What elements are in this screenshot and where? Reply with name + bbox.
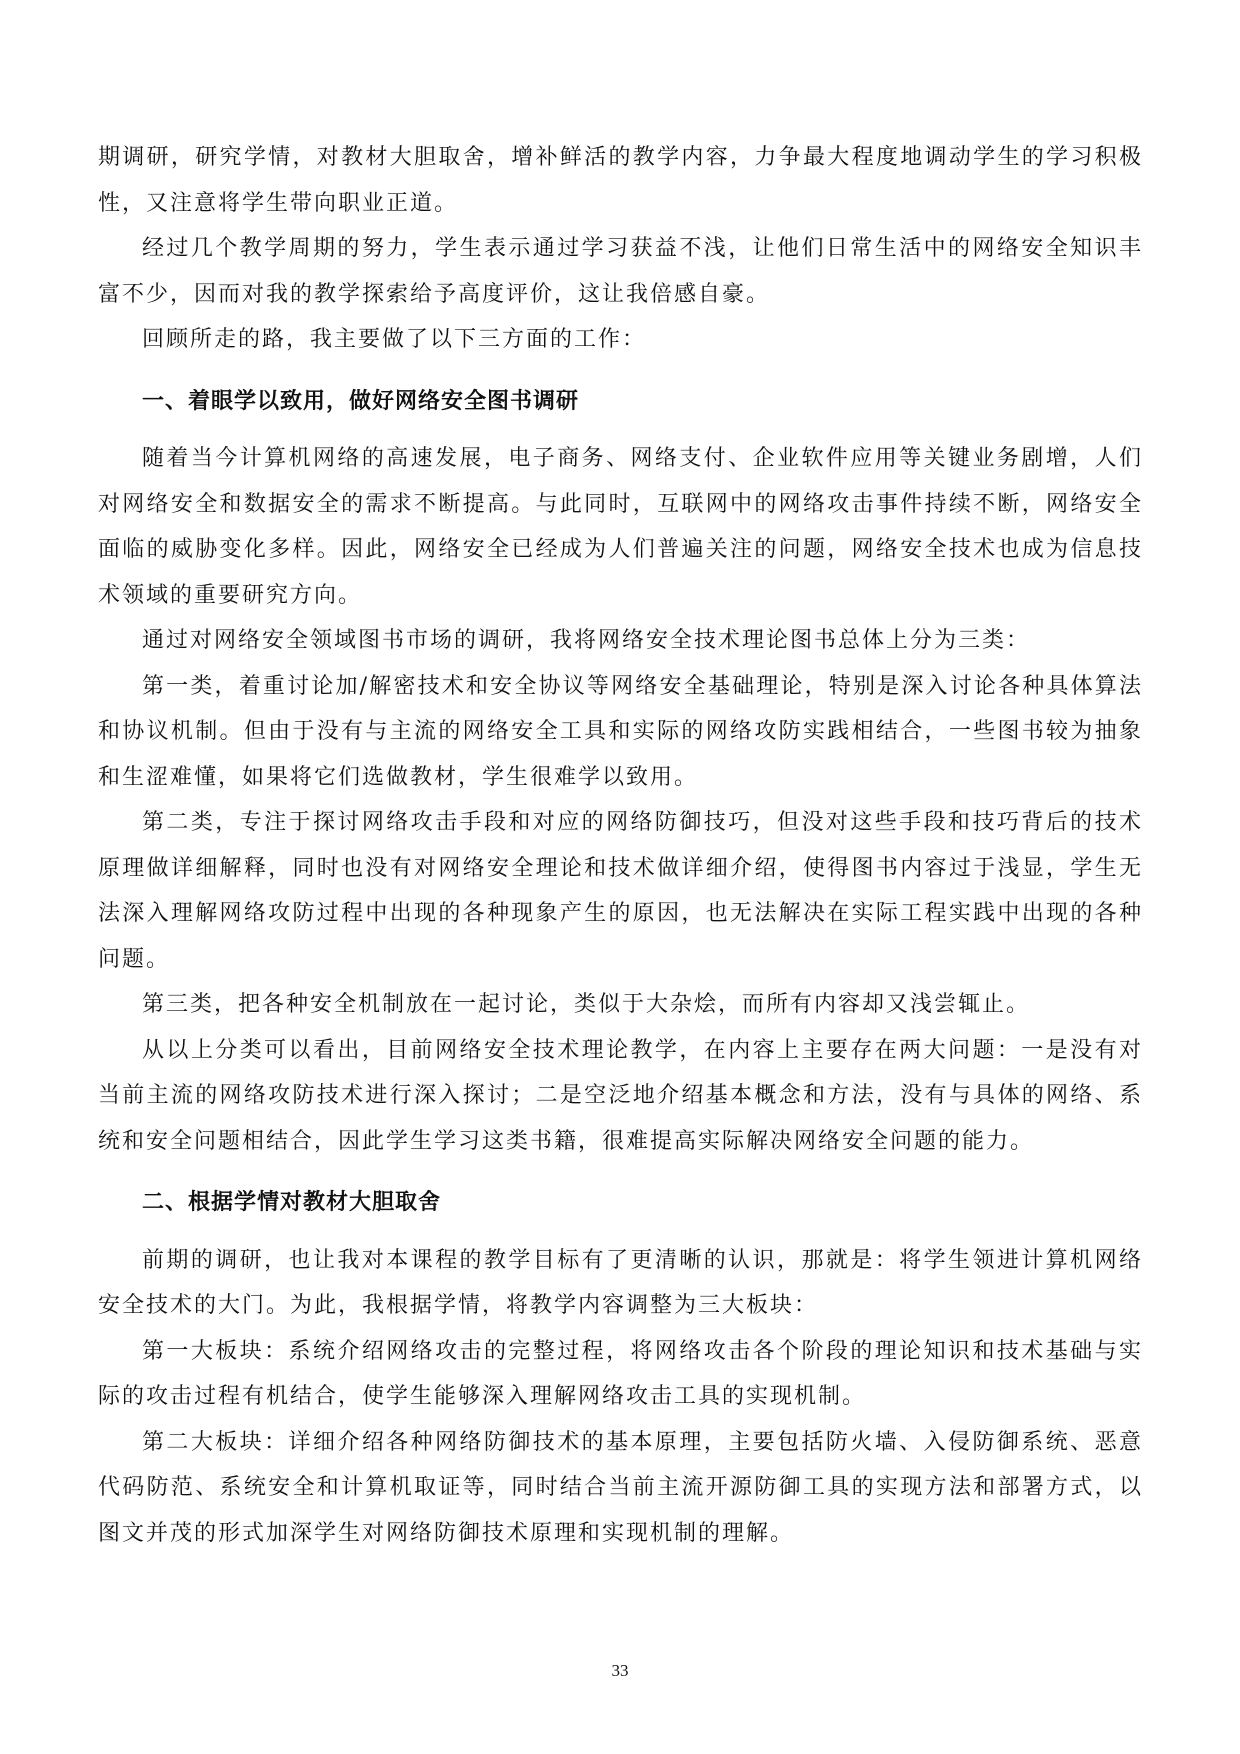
page-number: 33 (611, 1661, 629, 1680)
paragraph: 第三类，把各种安全机制放在一起讨论，类似于大杂烩，而所有内容却又浅尝辄止。 (142, 992, 1031, 1017)
paragraph: 第二类，专注于探讨网络攻击手段和对应的网络防御技巧，但没对这些手段和技巧背后的技术原理做详细解释，同时也没有对网络安全理论和技术做详细介绍，使得图书内容过于浅显，学生无法深入理解网络攻防过程中出现的各种现象产生的原因，也无法解决在实际工程实践中出现的各种问题。 (98, 810, 1143, 972)
section-heading: 二、根据学情对教材大胆取舍 (142, 1190, 442, 1215)
paragraph: 从以上分类可以看出，目前网络安全技术理论教学，在内容上主要存在两大问题：一是没有对当前主流的网络攻防技术进行深入探讨；二是空泛地介绍基本概念和方法，没有与具体的网络、系统和安全问题相结合，因此学生学习这类书籍，很难提高实际解决网络安全问题的能力。 (98, 1037, 1143, 1154)
paragraph: 第一类，着重讨论加/解密技术和安全协议等网络安全基础理论，特别是深入讨论各种具体算法和协议机制。但由于没有与主流的网络安全工具和实际的网络攻防实践相结合，一些图书较为抽象和生涩难懂，如果将它们选做教材，学生很难学以致用。 (98, 673, 1143, 790)
paragraph: 通过对网络安全领域图书市场的调研，我将网络安全技术理论图书总体上分为三类： (142, 628, 1031, 653)
paragraph: 第二大板块：详细介绍各种网络防御技术的基本原理，主要包括防火墙、入侵防御系统、恶意代码防范、系统安全和计算机取证等，同时结合当前主流开源防御工具的实现方法和部署方式，以图文并茂的形式加深学生对网络防御技术原理和实现机制的理解。 (98, 1429, 1143, 1546)
paragraph: 期调研，研究学情，对教材大胆取舍，增补鲜活的教学内容，力争最大程度地调动学生的学习积极性，又注意将学生带向职业正道。 (98, 145, 1143, 216)
paragraph: 第一大板块：系统介绍网络攻击的完整过程，将网络攻击各个阶段的理论知识和技术基础与实际的攻击过程有机结合，使学生能够深入理解网络攻击工具的实现机制。 (98, 1338, 1143, 1409)
paragraph: 经过几个教学周期的努力，学生表示通过学习获益不浅，让他们日常生活中的网络安全知识丰富不少，因而对我的教学探索给予高度评价，这让我倍感自豪。 (98, 236, 1143, 307)
paragraph: 前期的调研，也让我对本课程的教学目标有了更清晰的认识，那就是：将学生领进计算机网络安全技术的大门。为此，我根据学情，将教学内容调整为三大板块： (98, 1247, 1143, 1318)
page-body (98, 135, 1143, 1556)
paragraph: 随着当今计算机网络的高速发展，电子商务、网络支付、企业软件应用等关键业务剧增，人们对网络安全和数据安全的需求不断提高。与此同时，互联网中的网络攻击事件持续不断，网络安全面临的威胁变化多样。因此，网络安全已经成为人们普遍关注的问题，网络安全技术也成为信息技术领域的重要研究方向。 (98, 446, 1143, 608)
paragraph: 回顾所走的路，我主要做了以下三方面的工作： (142, 327, 647, 352)
section-heading: 一、着眼学以致用，做好网络安全图书调研 (142, 388, 580, 414)
